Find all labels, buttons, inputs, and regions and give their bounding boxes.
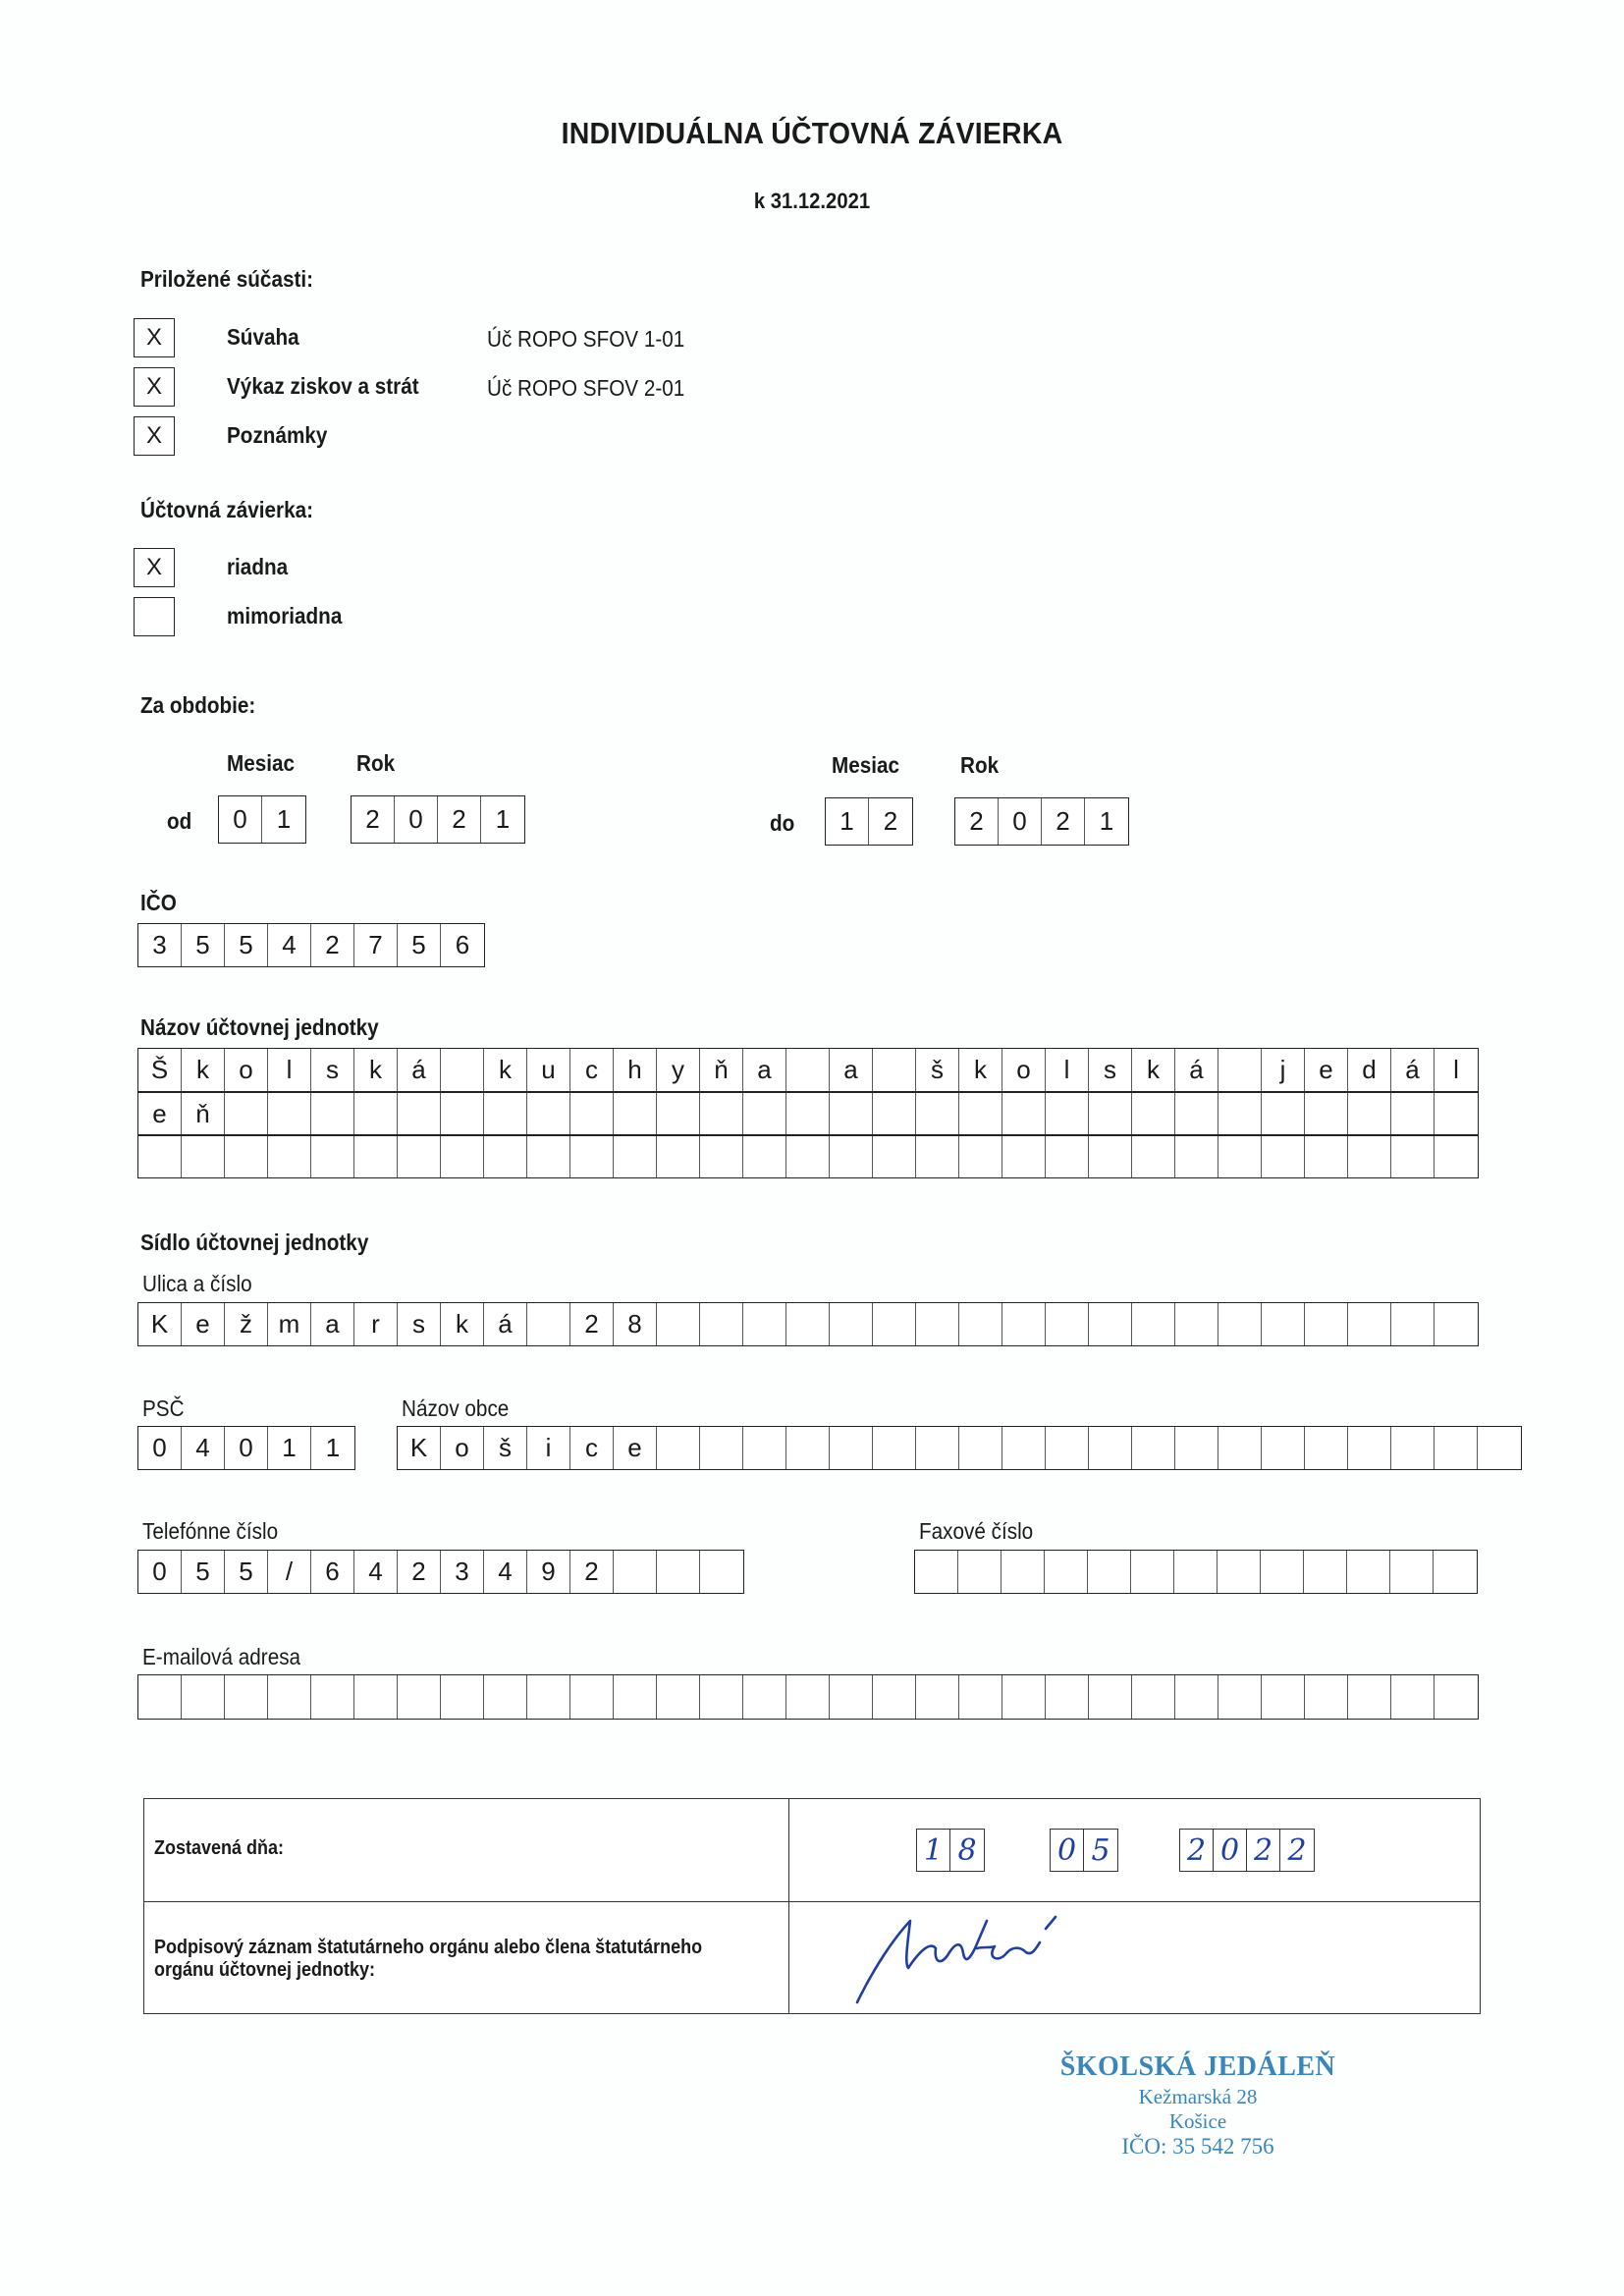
closing-type-label-1: riadna: [227, 554, 289, 579]
char-cell: [1088, 1551, 1131, 1593]
char-cell: [873, 1049, 916, 1091]
char-cell: 4: [354, 1551, 398, 1593]
char-cell: [958, 1551, 1001, 1593]
char-cell: d: [1348, 1049, 1391, 1091]
psc-field[interactable]: [137, 1426, 355, 1470]
char-cell: [959, 1675, 1002, 1719]
char-cell: 2: [1042, 798, 1085, 845]
char-cell: [1132, 1427, 1175, 1469]
char-cell: [700, 1551, 743, 1593]
fax-field[interactable]: [914, 1550, 1478, 1594]
char-cell: [1348, 1136, 1391, 1177]
char-cell: 1: [1099, 806, 1114, 836]
char-cell: e: [138, 1093, 182, 1134]
char-cell: a: [311, 1303, 354, 1345]
char-cell: k: [484, 1049, 527, 1091]
char-cell: [1348, 1093, 1391, 1134]
char-cell: [1132, 1675, 1175, 1719]
char-cell: [700, 1136, 743, 1177]
char-cell: 8: [614, 1303, 657, 1345]
compiled-month-field[interactable]: [1050, 1829, 1118, 1872]
char-cell: [398, 1093, 441, 1134]
char-cell: [1305, 1093, 1348, 1134]
char-cell: [1348, 1675, 1391, 1719]
char-cell: K: [398, 1427, 441, 1469]
char-cell: [311, 1136, 354, 1177]
street-field[interactable]: [137, 1302, 1479, 1346]
char-cell: k: [354, 1049, 398, 1091]
address-heading: Sídlo účtovnej jednotky: [140, 1230, 369, 1255]
char-cell: c: [570, 1427, 614, 1469]
char-cell: 9: [527, 1551, 570, 1593]
char-cell: [1305, 1136, 1348, 1177]
parts-heading: Priložené súčasti:: [140, 266, 314, 292]
document-title: INDIVIDUÁLNA ÚČTOVNÁ ZÁVIERKA: [561, 116, 1063, 150]
handwritten-digit-cell: 2: [1247, 1830, 1280, 1871]
char-cell: [657, 1303, 700, 1345]
char-cell: m: [268, 1303, 311, 1345]
handwritten-digit-cell: 2: [1180, 1830, 1214, 1871]
char-cell: 6: [311, 1551, 354, 1593]
char-cell: [786, 1675, 830, 1719]
char-cell: [1348, 1427, 1391, 1469]
part-checkbox-3[interactable]: X: [134, 416, 175, 456]
char-cell: 4: [182, 1427, 225, 1469]
char-cell: [1391, 1675, 1435, 1719]
char-cell: [1262, 1675, 1305, 1719]
char-cell: [700, 1303, 743, 1345]
char-cell: [441, 1136, 484, 1177]
char-cell: [1175, 1093, 1218, 1134]
char-cell: [182, 1136, 225, 1177]
char-cell: [916, 1093, 959, 1134]
ico-field[interactable]: [137, 923, 485, 967]
char-cell: s: [1089, 1049, 1132, 1091]
char-cell: 2: [438, 796, 481, 843]
char-cell: [441, 1093, 484, 1134]
char-cell: [1391, 1093, 1435, 1134]
char-cell: [268, 1675, 311, 1719]
char-cell: 1: [276, 804, 292, 834]
char-cell: 1: [268, 1427, 311, 1469]
char-cell: á: [1175, 1049, 1218, 1091]
char-cell: 0: [395, 796, 438, 843]
char-cell: 0: [138, 1551, 182, 1593]
char-cell: Š: [138, 1049, 182, 1091]
char-cell: [354, 1093, 398, 1134]
email-label: E-mailová adresa: [142, 1644, 301, 1669]
char-cell: u: [527, 1049, 570, 1091]
char-cell: [182, 1675, 225, 1719]
char-cell: ž: [225, 1303, 268, 1345]
char-cell: ň: [182, 1093, 225, 1134]
char-cell: k: [441, 1303, 484, 1345]
char-cell: [1348, 1303, 1391, 1345]
char-cell: [311, 1675, 354, 1719]
char-cell: [786, 1427, 830, 1469]
institution-stamp: [1041, 2051, 1355, 2159]
char-cell: k: [959, 1049, 1002, 1091]
char-cell: o: [225, 1049, 268, 1091]
closing-type-heading: Účtovná závierka:: [140, 497, 314, 522]
from-month-field[interactable]: [218, 795, 306, 844]
char-cell: [916, 1136, 959, 1177]
closing-type-checkbox-2[interactable]: [134, 597, 175, 636]
char-cell: 0: [225, 1427, 268, 1469]
char-cell: y: [657, 1049, 700, 1091]
char-cell: [1218, 1136, 1262, 1177]
part-checkbox-2[interactable]: X: [134, 367, 175, 407]
char-cell: 2: [883, 806, 898, 836]
char-cell: [959, 1093, 1002, 1134]
char-cell: [484, 1136, 527, 1177]
stamp-line-street: Kežmarská 28: [1138, 2085, 1258, 2108]
char-cell: 2: [570, 1551, 614, 1593]
char-cell: [1089, 1427, 1132, 1469]
char-cell: e: [182, 1303, 225, 1345]
char-cell: 1: [325, 1433, 341, 1462]
from-year-label: Rok: [356, 750, 396, 776]
char-cell: [527, 1136, 570, 1177]
char-cell: [1132, 1093, 1175, 1134]
handwritten-digit-cell: 1: [917, 1830, 950, 1871]
char-cell: 2: [311, 924, 354, 966]
char-cell: [484, 1093, 527, 1134]
char-cell: 2: [352, 796, 395, 843]
part-label-3: Poznámky: [227, 422, 328, 448]
char-cell: s: [311, 1049, 354, 1091]
char-cell: [830, 1093, 873, 1134]
char-cell: [527, 1675, 570, 1719]
char-cell: [657, 1551, 700, 1593]
char-cell: [1089, 1136, 1132, 1177]
char-cell: [614, 1551, 657, 1593]
char-cell: [225, 1093, 268, 1134]
to-year-label: Rok: [960, 752, 1000, 778]
char-cell: [398, 1675, 441, 1719]
char-cell: [915, 1551, 958, 1593]
char-cell: [1347, 1551, 1390, 1593]
entity-name-row-3[interactable]: [137, 1135, 1479, 1178]
char-cell: [743, 1303, 786, 1345]
char-cell: [614, 1093, 657, 1134]
handwritten-digit-cell: 8: [957, 1832, 977, 1868]
char-cell: [1434, 1551, 1477, 1593]
char-cell: [1261, 1551, 1304, 1593]
char-cell: [873, 1675, 916, 1719]
char-cell: [1478, 1427, 1521, 1469]
char-cell: [916, 1427, 959, 1469]
char-cell: á: [1391, 1049, 1435, 1091]
char-cell: [484, 1675, 527, 1719]
char-cell: [743, 1675, 786, 1719]
char-cell: o: [1002, 1049, 1046, 1091]
char-cell: [1218, 1303, 1262, 1345]
char-cell: [1175, 1136, 1218, 1177]
char-cell: [138, 1136, 182, 1177]
char-cell: [1262, 1136, 1305, 1177]
char-cell: [1435, 1675, 1478, 1719]
char-cell: h: [614, 1049, 657, 1091]
char-cell: [1175, 1427, 1218, 1469]
char-cell: [138, 1675, 182, 1719]
char-cell: 1: [826, 798, 869, 845]
char-cell: [570, 1093, 614, 1134]
char-cell: [657, 1136, 700, 1177]
char-cell: 5: [398, 924, 441, 966]
char-cell: 3: [441, 1551, 484, 1593]
char-cell: l: [1453, 1055, 1459, 1084]
char-cell: a: [743, 1049, 786, 1091]
char-cell: [354, 1675, 398, 1719]
stamp-line-name: ŠKOLSKÁ JEDÁLEŇ: [1059, 2051, 1336, 2082]
char-cell: [786, 1303, 830, 1345]
char-cell: [1390, 1551, 1434, 1593]
char-cell: k: [182, 1049, 225, 1091]
char-cell: o: [441, 1427, 484, 1469]
char-cell: [916, 1675, 959, 1719]
char-cell: [570, 1136, 614, 1177]
char-cell: š: [916, 1049, 959, 1091]
char-cell: [1132, 1303, 1175, 1345]
char-cell: [786, 1049, 830, 1091]
char-cell: [1305, 1427, 1348, 1469]
char-cell: r: [354, 1303, 398, 1345]
char-cell: [1001, 1551, 1045, 1593]
char-cell: [873, 1303, 916, 1345]
char-cell: 3: [138, 924, 182, 966]
signature-table: [143, 1798, 1481, 2014]
char-cell: [268, 1136, 311, 1177]
char-cell: [873, 1093, 916, 1134]
char-cell: š: [484, 1427, 527, 1469]
char-cell: [225, 1136, 268, 1177]
char-cell: [1218, 1675, 1262, 1719]
char-cell: [1218, 1551, 1261, 1593]
to-month-label: Mesiac: [832, 752, 900, 778]
char-cell: 6: [455, 930, 470, 959]
char-cell: [570, 1675, 614, 1719]
char-cell: [1174, 1551, 1218, 1593]
part-label-1: Súvaha: [227, 324, 299, 350]
ico-label: IČO: [140, 890, 177, 915]
char-cell: [268, 1093, 311, 1134]
char-cell: [1435, 1136, 1478, 1177]
char-cell: [657, 1675, 700, 1719]
char-cell: [527, 1303, 570, 1345]
char-cell: [1305, 1303, 1348, 1345]
char-cell: 7: [354, 924, 398, 966]
char-cell: [1046, 1093, 1089, 1134]
fax-label: Faxové číslo: [919, 1518, 1034, 1544]
char-cell: c: [570, 1049, 614, 1091]
char-cell: [743, 1427, 786, 1469]
char-cell: [1131, 1551, 1174, 1593]
email-field[interactable]: [137, 1674, 1479, 1720]
char-cell: [1435, 1093, 1478, 1134]
char-cell: 0: [999, 798, 1042, 845]
char-cell: [830, 1303, 873, 1345]
part-code-2: Úč ROPO SFOV 2-01: [487, 375, 685, 401]
char-cell: 5: [182, 924, 225, 966]
char-cell: a: [830, 1049, 873, 1091]
char-cell: [916, 1303, 959, 1345]
char-cell: K: [138, 1303, 182, 1345]
char-cell: 4: [268, 924, 311, 966]
char-cell: k: [1132, 1049, 1175, 1091]
char-cell: 5: [182, 1551, 225, 1593]
char-cell: [398, 1136, 441, 1177]
char-cell: [657, 1427, 700, 1469]
signature-label: Podpisový záznam štatutárneho orgánu alebo člena štatutárneho orgánu účtovnej jednotky:: [154, 1937, 703, 1981]
compiled-date-label: Zostavená dňa:: [154, 1837, 285, 1859]
char-cell: á: [484, 1303, 527, 1345]
char-cell: [1175, 1675, 1218, 1719]
handwritten-digit-cell: 5: [1091, 1832, 1110, 1868]
char-cell: [1262, 1427, 1305, 1469]
char-cell: [614, 1136, 657, 1177]
char-cell: á: [398, 1049, 441, 1091]
char-cell: [225, 1675, 268, 1719]
char-cell: 1: [495, 804, 511, 834]
char-cell: [1218, 1049, 1262, 1091]
char-cell: [830, 1136, 873, 1177]
char-cell: 5: [225, 924, 268, 966]
char-cell: [1002, 1427, 1046, 1469]
stamp-line-ico: IČO: 35 542 756: [1121, 2134, 1274, 2159]
char-cell: [786, 1136, 830, 1177]
char-cell: [354, 1136, 398, 1177]
char-cell: 2: [955, 798, 999, 845]
char-cell: [743, 1136, 786, 1177]
from-month-label: Mesiac: [227, 750, 296, 776]
char-cell: [1046, 1303, 1089, 1345]
char-cell: [1435, 1427, 1478, 1469]
char-cell: [873, 1136, 916, 1177]
document-date: k 31.12.2021: [753, 189, 871, 213]
char-cell: [657, 1093, 700, 1134]
char-cell: [1046, 1136, 1089, 1177]
handwritten-digit-cell: 0: [1214, 1830, 1247, 1871]
char-cell: [1218, 1093, 1262, 1134]
char-cell: 4: [484, 1551, 527, 1593]
char-cell: [830, 1427, 873, 1469]
char-cell: i: [527, 1427, 570, 1469]
char-cell: [1391, 1303, 1435, 1345]
char-cell: [743, 1093, 786, 1134]
to-month-field[interactable]: [825, 797, 913, 846]
char-cell: 5: [225, 1551, 268, 1593]
char-cell: [614, 1675, 657, 1719]
char-cell: [959, 1136, 1002, 1177]
char-cell: [873, 1427, 916, 1469]
char-cell: [1089, 1675, 1132, 1719]
char-cell: 0: [219, 796, 262, 843]
city-field[interactable]: [397, 1426, 1522, 1470]
to-label: do: [770, 810, 795, 836]
entity-name-label: Názov účtovnej jednotky: [140, 1014, 379, 1040]
char-cell: e: [614, 1427, 657, 1469]
char-cell: [1391, 1136, 1435, 1177]
char-cell: [527, 1093, 570, 1134]
period-heading: Za obdobie:: [140, 692, 256, 718]
compiled-year-field[interactable]: [1179, 1829, 1315, 1872]
char-cell: [700, 1427, 743, 1469]
part-checkbox-1[interactable]: X: [134, 318, 175, 357]
street-label: Ulica a číslo: [142, 1271, 252, 1296]
char-cell: [959, 1303, 1002, 1345]
char-cell: [1089, 1093, 1132, 1134]
char-cell: [441, 1675, 484, 1719]
char-cell: [1304, 1551, 1347, 1593]
char-cell: [441, 1049, 484, 1091]
char-cell: s: [398, 1303, 441, 1345]
char-cell: [1262, 1303, 1305, 1345]
char-cell: [700, 1675, 743, 1719]
char-cell: [1046, 1675, 1089, 1719]
handwritten-digit-cell: 2: [1287, 1832, 1307, 1868]
handwritten-signature-image: [839, 1909, 1075, 2007]
closing-type-label-2: mimoriadna: [227, 603, 343, 629]
char-cell: [1132, 1136, 1175, 1177]
char-cell: [700, 1093, 743, 1134]
char-cell: e: [1305, 1049, 1348, 1091]
char-cell: [959, 1427, 1002, 1469]
char-cell: [1002, 1136, 1046, 1177]
from-label: od: [167, 808, 192, 834]
char-cell: [1391, 1427, 1435, 1469]
char-cell: [1305, 1675, 1348, 1719]
char-cell: [830, 1675, 873, 1719]
char-cell: 0: [138, 1427, 182, 1469]
char-cell: j: [1262, 1049, 1305, 1091]
char-cell: [1435, 1303, 1478, 1345]
from-year-field[interactable]: [351, 795, 525, 844]
char-cell: 2: [570, 1303, 614, 1345]
char-cell: [786, 1093, 830, 1134]
to-year-field[interactable]: [954, 797, 1129, 846]
char-cell: l: [1046, 1049, 1089, 1091]
char-cell: 2: [398, 1551, 441, 1593]
phone-label: Telefónne číslo: [142, 1518, 279, 1544]
closing-type-checkbox-1[interactable]: X: [134, 548, 175, 587]
entity-name-row-2[interactable]: [137, 1092, 1479, 1135]
char-cell: [1002, 1303, 1046, 1345]
city-label: Názov obce: [402, 1395, 510, 1421]
char-cell: [1089, 1303, 1132, 1345]
char-cell: [1175, 1303, 1218, 1345]
part-label-2: Výkaz ziskov a strát: [227, 373, 419, 399]
part-code-1: Úč ROPO SFOV 1-01: [487, 326, 685, 352]
phone-field[interactable]: [137, 1550, 744, 1594]
stamp-line-city: Košice: [1168, 2109, 1227, 2133]
char-cell: [1045, 1551, 1088, 1593]
char-cell: [1002, 1675, 1046, 1719]
char-cell: l: [268, 1049, 311, 1091]
char-cell: [1262, 1093, 1305, 1134]
char-cell: ň: [700, 1049, 743, 1091]
psc-label: PSČ: [142, 1395, 185, 1421]
char-cell: [1002, 1093, 1046, 1134]
char-cell: [1046, 1427, 1089, 1469]
char-cell: [311, 1093, 354, 1134]
compiled-day-field[interactable]: [916, 1829, 985, 1872]
char-cell: /: [268, 1551, 311, 1593]
entity-name-row-1[interactable]: [137, 1048, 1479, 1092]
handwritten-digit-cell: 0: [1051, 1830, 1084, 1871]
char-cell: [1218, 1427, 1262, 1469]
